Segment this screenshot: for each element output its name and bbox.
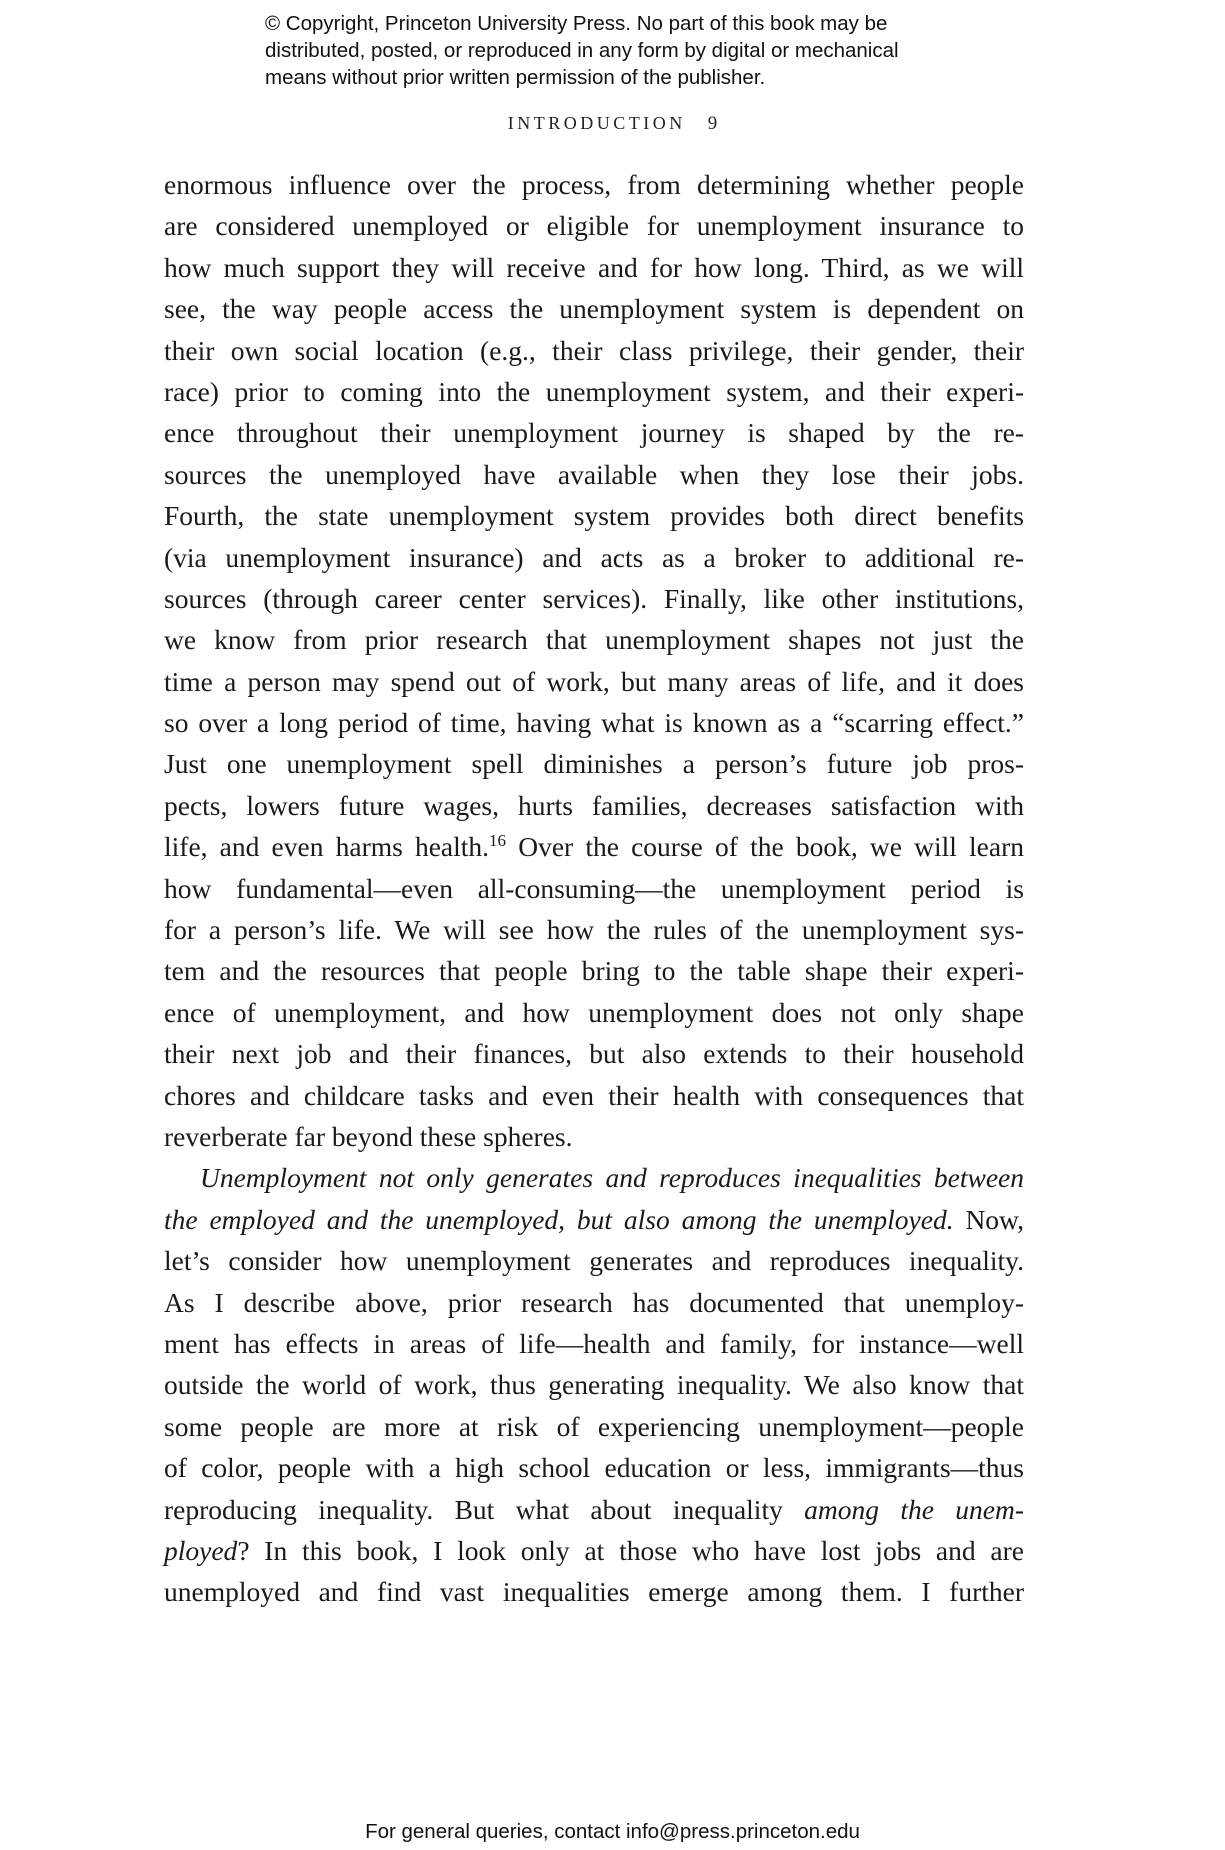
text-segment: reproducing inequality. But what about inequality <box>164 1493 805 1525</box>
copyright-line: © Copyright, Princeton University Press. No part of this book may be <box>265 12 888 35</box>
text-line: we know from prior research that unemployment shapes not just the <box>164 624 1024 656</box>
text-segment: Over the course of the book, we will learn <box>506 831 1024 863</box>
italic-segment: ployed <box>164 1534 238 1566</box>
text-line: pects, lowers future wages, hurts families, decreases satisfaction with <box>164 789 1024 821</box>
copyright-notice <box>265 10 1025 91</box>
footnote-marker: 16 <box>489 831 507 851</box>
running-head <box>0 113 1225 135</box>
text-line: sources (through career center services). Finally, like other institutions, <box>164 582 1024 614</box>
contact-footer: For general queries, contact info@press.princeton.edu <box>365 1820 860 1843</box>
copyright-line: means without prior written permission of the publisher. <box>265 66 766 89</box>
text-line: their next job and their finances, but also extends to their household <box>164 1038 1024 1070</box>
text-line: how much support they will receive and for how long. Third, as we will <box>164 251 1024 283</box>
text-line: let’s consider how unemployment generates and reproduces inequality. <box>164 1245 1024 1277</box>
text-line: so over a long period of time, having what is known as a “scarring effect.” <box>164 707 1024 739</box>
text-line <box>164 1489 1024 1530</box>
text-line: As I describe above, prior research has documented that unemploy- <box>164 1286 1024 1318</box>
text-line: ment has effects in areas of life—health and family, for instance—well <box>164 1327 1024 1359</box>
text-line <box>164 826 1024 867</box>
text-line: chores and childcare tasks and even their health with consequences that <box>164 1079 1024 1111</box>
text-line: their own social location (e.g., their class privilege, their gender, their <box>164 334 1024 366</box>
body-text <box>164 164 1024 1613</box>
text-line: unemployed and find vast inequalities emerge among them. I further <box>164 1576 1024 1608</box>
text-line: enormous influence over the process, from determining whether people <box>164 169 1024 200</box>
text-line: Just one unemployment spell diminishes a person’s future job pros- <box>164 748 1024 780</box>
text-line <box>164 1157 1024 1198</box>
text-line: sources the unemployed have available when they lose their jobs. <box>164 458 1024 490</box>
text-line: Fourth, the state unemployment system provides both direct benefits <box>164 500 1024 532</box>
text-line: ence throughout their unemployment journey is shaped by the re- <box>164 417 1024 449</box>
italic-segment: Unemployment not only generates and reproduces inequalities between <box>200 1162 1024 1194</box>
text-segment: life, and even harms health. <box>164 831 490 863</box>
text-line: some people are more at risk of experiencing unemployment—people <box>164 1410 1024 1442</box>
text-line: see, the way people access the unemployment system is dependent on <box>164 293 1024 325</box>
text-line: race) prior to coming into the unemployment system, and their experi- <box>164 375 1024 407</box>
text-segment: Now, <box>953 1203 1025 1235</box>
italic-segment: the employed and the unemployed, but also among the unemployed. <box>164 1203 954 1235</box>
page-number: 9 <box>707 113 718 134</box>
running-head-title: INTRODUCTION <box>507 113 686 133</box>
text-line: of color, people with a high school education or less, immigrants—thus <box>164 1452 1024 1484</box>
text-line: outside the world of work, thus generating inequality. We also know that <box>164 1369 1024 1401</box>
italic-segment: among the unem- <box>804 1493 1024 1525</box>
text-line: for a person’s life. We will see how the rules of the unemployment sys- <box>164 914 1024 946</box>
text-line: tem and the resources that people bring to the table shape their experi- <box>164 955 1024 987</box>
text-line: reverberate far beyond these spheres. <box>164 1120 573 1152</box>
text-line: ence of unemployment, and how unemployment does not only shape <box>164 996 1024 1028</box>
copyright-line: distributed, posted, or reproduced in any form by digital or mechanical <box>265 39 899 62</box>
text-line <box>164 1530 1024 1571</box>
text-line: (via unemployment insurance) and acts as a broker to additional re- <box>164 541 1024 573</box>
text-line: are considered unemployed or eligible for unemployment insurance to <box>164 210 1024 242</box>
text-line <box>164 1199 1024 1240</box>
text-line: how fundamental—even all-consuming—the unemployment period is <box>164 872 1024 904</box>
text-segment: ? In this book, I look only at those who have lost jobs and are <box>237 1534 1024 1566</box>
text-line: time a person may spend out of work, but many areas of life, and it does <box>164 665 1024 697</box>
